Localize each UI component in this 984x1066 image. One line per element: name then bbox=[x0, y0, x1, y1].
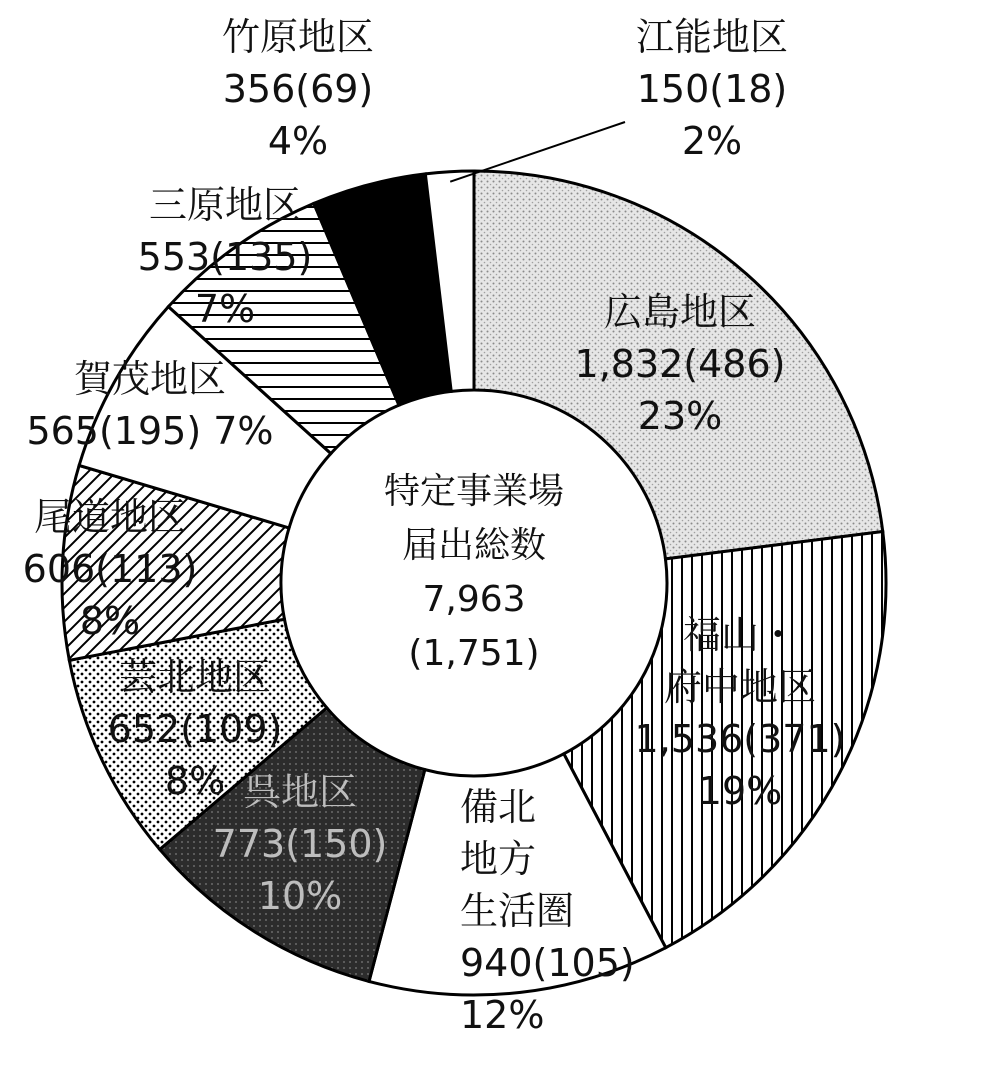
slice-label-10-line-3: 2% bbox=[681, 119, 743, 163]
slice-label-2-line-2: 府中地区 bbox=[663, 665, 817, 709]
slice-label-1-line-2: 1,832(486) bbox=[574, 342, 786, 386]
slice-label-5-line-3: 8% bbox=[164, 759, 226, 803]
center-text-line-2: 届出総数 bbox=[401, 525, 547, 566]
slice-label-5-line-2: 652(109) bbox=[107, 707, 283, 751]
slice-label-10-line-2: 150(18) bbox=[636, 67, 788, 111]
slice-label-3-line-4: 940(105) bbox=[460, 941, 635, 985]
slice-label-9-line-1: 竹原地区 bbox=[221, 15, 375, 59]
center-text-line-3: 7,963 bbox=[422, 579, 526, 620]
slice-label-3-line-2: 地方 bbox=[460, 837, 537, 881]
slice-label-5-line-1: 芸北地区 bbox=[118, 655, 272, 699]
slice-label-8-line-2: 553(135) bbox=[137, 235, 313, 279]
center-text-line-4: (1,751) bbox=[408, 633, 540, 674]
slice-label-2-line-1: 福山・ bbox=[682, 613, 798, 657]
slice-label-6-line-1: 尾道地区 bbox=[33, 495, 187, 539]
leader-lines bbox=[450, 122, 625, 182]
center-text bbox=[384, 471, 564, 674]
slice-label-1-line-1: 広島地区 bbox=[603, 290, 757, 334]
slice-label-10-line-1: 江能地区 bbox=[635, 15, 789, 59]
slice-label-1-line-3: 23% bbox=[637, 394, 723, 438]
slice-label-7-line-2: 565(195) 7% bbox=[26, 409, 274, 453]
slice-label-2-line-3: 1,536(371) bbox=[634, 717, 846, 761]
slice-label-7-line-1: 賀茂地区 bbox=[73, 357, 227, 401]
slice-label-6-line-2: 606(113) bbox=[22, 547, 198, 591]
slice-label-3-line-3: 生活圏 bbox=[460, 889, 575, 933]
slice-label-3-line-1: 備北 bbox=[460, 785, 537, 829]
slice-label-8-line-3: 7% bbox=[194, 287, 256, 331]
slice-label-9-line-2: 356(69) bbox=[222, 67, 374, 111]
slice-label-9-line-3: 4% bbox=[267, 119, 329, 163]
slice-label-8-line-1: 三原地区 bbox=[148, 183, 302, 227]
slice-label-4-line-3: 10% bbox=[257, 874, 343, 918]
slice-label-2-line-4: 19% bbox=[697, 769, 783, 813]
center-text-line-1: 特定事業場 bbox=[383, 471, 565, 512]
slice-label-6-line-3: 8% bbox=[79, 599, 141, 643]
slice-label-4-line-2: 773(150) bbox=[212, 822, 388, 866]
leader-line-konou bbox=[450, 122, 625, 182]
slice-label-3-line-5: 12% bbox=[460, 993, 545, 1037]
slice-label-4-line-1: 呉地区 bbox=[242, 770, 358, 814]
